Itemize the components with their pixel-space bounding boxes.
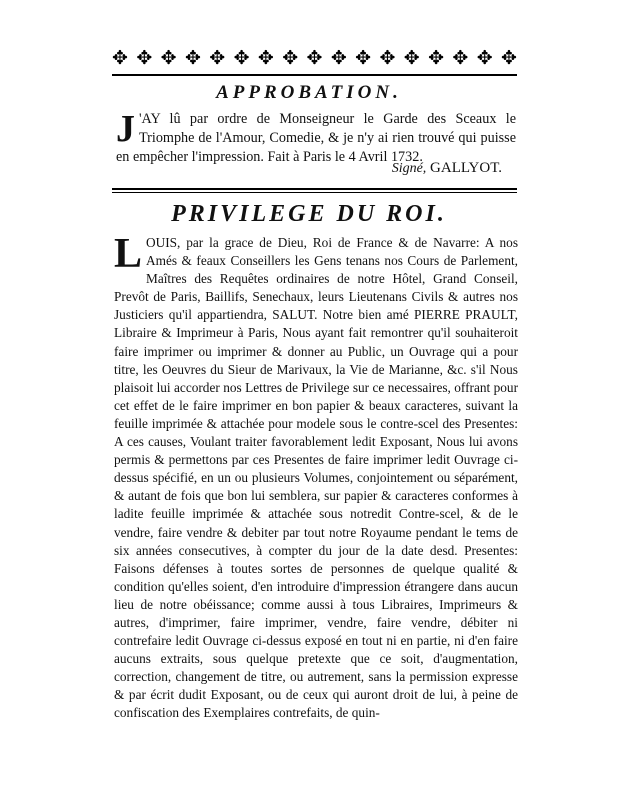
ornament-glyph: ✥ [452, 46, 469, 69]
approbation-text-block [116, 110, 516, 167]
signe-label: Signé, [391, 161, 427, 176]
ornament-glyph: ✥ [403, 46, 420, 69]
approbation-signature [116, 160, 516, 177]
ornament-glyph: ✥ [501, 46, 517, 69]
ornament-glyph: ✥ [330, 46, 347, 69]
ornament-glyph: ✥ [257, 46, 274, 69]
section-divider-thin [112, 192, 517, 193]
ornament-glyph: ✥ [282, 46, 299, 69]
signe-name: GALLYOT. [430, 160, 502, 176]
ornament-border [112, 42, 517, 76]
ornament-glyph: ✥ [136, 46, 153, 69]
ornament-glyph: ✥ [306, 46, 323, 69]
privilege-dropcap: L [114, 234, 143, 277]
ornament-glyph: ✥ [112, 46, 128, 69]
ornament-glyph: ✥ [160, 46, 177, 69]
approbation-dropcap: J [116, 108, 135, 150]
section-divider [112, 188, 517, 190]
ornament-glyph: ✥ [209, 46, 226, 69]
privilege-text-block [114, 234, 518, 786]
ornament-glyph: ✥ [184, 46, 201, 69]
privilege-title: PRIVILEGE DU ROI. [171, 201, 447, 227]
ornament-glyph: ✥ [355, 46, 372, 69]
approbation-body: 'AY lû par ordre de Monseigneur le Garde des Sceaux le Triomphe de l'Amour, Comedie, & je n'y ai rien trouvé qui puisse en empêcher l'impression. Fait à Paris le 4 Avril 1732. [116, 111, 516, 165]
privilege-body: OUIS, par la grace de Dieu, Roi de France & de Navarre: A nos Amés & feaux Conseillers les Gens tenans nos Cours de Parlement, Maîtres des Requêtes ordinaires de notre Hôtel, Grand Conseil, Prevôt de Paris, Baillifs, Senechaux, leurs Lieutenans Civils & autres nos Justiciers qu'il appartiendra, SALUT. Notre bien amé PIERRE PRAULT, Libraire & Imprimeur à Paris, Nous ayant fait remontrer qu'il souhaiteroit faire imprimer ou imprimer & donner au Public, un Ouvrage qui a pour titre, les Oeuvres du Sieur de Marivaux, la Vie de Marianne, &c. s'il Nous plaisoit lui accorder nos Lettres de Privilege sur ce necessaires, offrant pour cet effet de le faire imprimer en bon papier & beaux caracteres, suivant la feuille imprimée & attachée pour modele sous le contre-scel des Presentes: A ces causes, Voulant traiter favorablement ledit Exposant, Nous lui avons permis & permettons par ces Presentes de faire imprimer ledit Ouvrage ci-dessus spécifié, en un ou plusieurs Volumes, conjointement ou séparément, & autant de fois que bon lui semblera, sur papier & caracteres conformes à ladite feuille imprimée & attachée sous notredit Contre-scel, & de le vendre, faire vendre & debiter par tout notre Royaume pendant le tems de six années consecutives, à compter du jour de la date desd. Presentes: Faisons défenses à toutes sortes de personnes de quelque qualité & condition qu'elles soient, d'en introduire d'impression étrangere dans aucun lieu de notre obéissance; comme aussi à tous Libraires, Imprimeurs & autres, d'imprimer, faire imprimer, vendre, faire vendre, débiter ni contrefaire ledit Ouvrage ci-dessus exposé en tout ni en partie, ni d'en faire aucuns extraits, sous quelque pretexte que ce soit, d'augmentation, correction, changement de titre, ou autrement, sans la permission expresse & par écrit dudit Exposant, ou de ceux qui auront droit de lui, à peine de confiscation des Exemplaires contrefaits, de quin- [114, 235, 518, 721]
ornament-glyph: ✥ [233, 46, 250, 69]
ornament-glyph: ✥ [476, 46, 493, 69]
ornament-glyph: ✥ [379, 46, 396, 69]
ornament-glyph: ✥ [428, 46, 444, 69]
approbation-title: APPROBATION. [216, 82, 402, 103]
